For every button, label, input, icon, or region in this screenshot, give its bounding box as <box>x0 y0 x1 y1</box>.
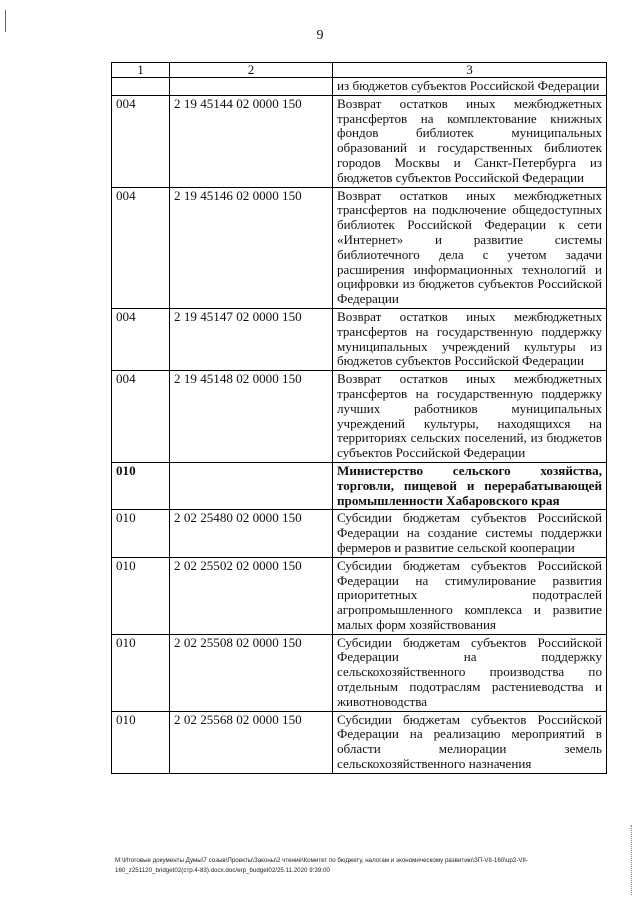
column-header-3: 3 <box>333 63 607 78</box>
description-cell: Субсидии бюджетам субъектов Российской Федерации на реализацию мероприятий в области мелиорации земель сельскохозяйственного назначения <box>333 711 607 773</box>
table-row <box>112 371 607 463</box>
description-cell: Возврат остатков иных межбюджетных трансфертов на государственную поддержку лучших работников муниципальных учреждений культуры, находящихся на территориях сельских поселений, из бюджетов субъектов Российской Федерации <box>333 371 607 463</box>
table-row <box>112 462 607 509</box>
table-row <box>112 557 607 634</box>
budget-class-code-cell: 2 19 45147 02 0000 150 <box>170 308 333 370</box>
budget-class-code-cell: 2 02 25502 02 0000 150 <box>170 557 333 634</box>
description-cell: Субсидии бюджетам субъектов Российской Федерации на создание системы поддержки фермеров и развитие сельской кооперации <box>333 510 607 557</box>
description-cell: Субсидии бюджетам субъектов Российской Федерации на стимулирование развития приоритетных подотраслей агропромышленного комплекса и развитие малых форм хозяйствования <box>333 557 607 634</box>
budget-class-code-cell: 2 19 45146 02 0000 150 <box>170 187 333 308</box>
description-cell: Субсидии бюджетам субъектов Российской Федерации на поддержку сельскохозяйственного производства по отдельным подотраслям растениеводства и животноводства <box>333 634 607 711</box>
budget-class-code-cell: 2 02 25480 02 0000 150 <box>170 510 333 557</box>
admin-code-cell: 004 <box>112 308 170 370</box>
description-cell: Возврат остатков иных межбюджетных трансфертов на государственную поддержку муниципальных учреждений культуры из бюджетов субъектов Российской Федерации <box>333 308 607 370</box>
description-cell: Возврат остатков иных межбюджетных трансфертов на подключение общедоступных библиотек Российской Федерации к сети «Интернет» и развитие системы библиотечного дела с учетом задачи расширения информационных технологий и оцифровки из бюджетов субъектов Российской Федерации <box>333 187 607 308</box>
table-body <box>112 78 607 774</box>
table-row <box>112 510 607 557</box>
table-row <box>112 187 607 308</box>
description-cell: Министерство сельского хозяйства, торговли, пищевой и перерабатывающей промышленности Хабаровского края <box>333 462 607 509</box>
column-header-1: 1 <box>112 63 170 78</box>
table-row <box>112 95 607 187</box>
table-row <box>112 634 607 711</box>
description-cell: из бюджетов субъектов Российской Федерации <box>333 78 607 96</box>
admin-code-cell: 010 <box>112 711 170 773</box>
footer-line-1: M:\Итоговые документы Думы\7 созыв\Проекты\Законы\2 чтение\Комитет по бюджету, налогам и экономическому развитию\ЗП-VII-160\up2-VII- <box>115 857 528 864</box>
budget-class-code-cell: 2 19 45144 02 0000 150 <box>170 95 333 187</box>
admin-code-cell: 010 <box>112 510 170 557</box>
admin-code-cell <box>112 78 170 96</box>
page-number: 9 <box>316 28 324 43</box>
admin-code-cell: 010 <box>112 634 170 711</box>
table-header-row <box>112 63 607 78</box>
budget-class-code-cell <box>170 462 333 509</box>
footer-line-2: 160_z251120_bridget02(стр.4-83).docx.doc/erp_budget02/25.11.2020 9:39:00 <box>115 867 330 874</box>
description-cell: Возврат остатков иных межбюджетных трансфертов на комплектование книжных фондов библиотек муниципальных образований и государственных библиотек городов Москвы и Санкт-Петербурга из бюджетов субъектов Российской Федерации <box>333 95 607 187</box>
budget-class-code-cell <box>170 78 333 96</box>
column-header-2: 2 <box>170 63 333 78</box>
revenue-codes-table <box>111 62 607 774</box>
table-row <box>112 711 607 773</box>
admin-code-cell: 010 <box>112 557 170 634</box>
budget-class-code-cell: 2 02 25508 02 0000 150 <box>170 634 333 711</box>
table-row <box>112 78 607 96</box>
admin-code-cell: 004 <box>112 187 170 308</box>
table-row <box>112 308 607 370</box>
budget-class-code-cell: 2 19 45148 02 0000 150 <box>170 371 333 463</box>
scan-edge-mark-right <box>631 825 633 895</box>
admin-code-cell: 004 <box>112 95 170 187</box>
document-path-footer <box>115 856 625 876</box>
admin-code-cell: 004 <box>112 371 170 463</box>
admin-code-cell: 010 <box>112 462 170 509</box>
budget-class-code-cell: 2 02 25568 02 0000 150 <box>170 711 333 773</box>
